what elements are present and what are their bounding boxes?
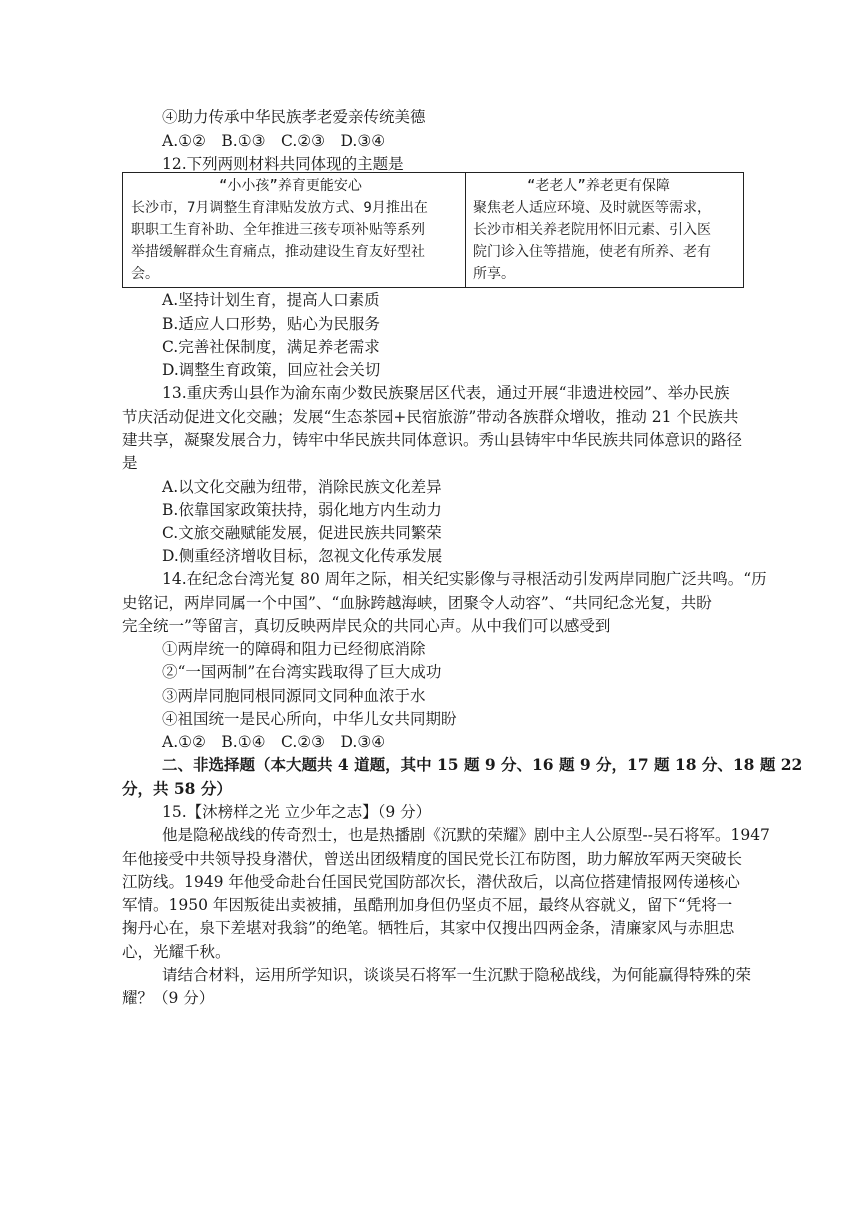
q12-option-c: C.完善社保制度，满足养老需求	[162, 338, 380, 356]
q15-body-line: 他是隐秘战线的传奇烈士，也是热播剧《沉默的荣耀》剧中主人公原型--吴石将军。1947	[162, 826, 770, 844]
q13-option-a: A.以文化交融为纽带，消除民族文化差异	[162, 478, 442, 496]
table-left-line: 职职工生育补助、全年推进三孩专项补贴等系列	[131, 222, 425, 238]
section2-heading: 分，共 58 分）	[122, 779, 232, 798]
q13-stem-line: 13.重庆秀山县作为渝东南少数民族聚居区代表，通过开展“非遗进校园”、举办民族	[162, 384, 730, 402]
q12-option-d: D.调整生育政策，回应社会关切	[162, 361, 381, 379]
q11-choices: A.①② B.①③ C.②③ D.③④	[162, 132, 386, 150]
q12-stem: 12.下列两则材料共同体现的主题是	[162, 155, 404, 173]
q11-option-4: ④助力传承中华民族孝老爱亲传统美德	[162, 108, 426, 126]
q13-stem-line: 节庆活动促进文化交融；发展“生态茶园+民宿旅游”带动各族群众增收，推动 21 个民族共	[122, 408, 739, 426]
q13-stem-line: 建共享，凝聚发展合力，铸牢中华民族共同体意识。秀山县铸牢中华民族共同体意识的路径	[122, 431, 743, 449]
table-right-line: 所享。	[473, 266, 515, 282]
q14-stem-line: 完全统一”等留言，真切反映两岸民众的共同心声。从中我们可以感受到	[122, 617, 611, 635]
table-right-line: 院门诊入住等措施，使老有所养、老有	[473, 244, 711, 260]
q13-option-b: B.依靠国家政策扶持，弱化地方内生动力	[162, 501, 442, 519]
q13-stem-line: 是	[122, 454, 138, 472]
q15-body-line: 年他接受中共领导投身潜伏，曾送出团级精度的国民党长江布防图，助力解放军两天突破长	[122, 850, 743, 868]
q14-item-3: ③两岸同胞同根同源同文同种血浓于水	[162, 687, 426, 705]
q15-title: 15.【沐榜样之光 立少年之志】（9 分）	[162, 803, 432, 821]
q15-body-line: 军情。1950 年因叛徒出卖被捕，虽酷刑加身但仍坚贞不屈，最终从容就义，留下“凭将一	[122, 896, 733, 914]
table-right-line: 长沙市相关养老院用怀旧元素、引入医	[473, 222, 711, 238]
q15-body-line: 掬丹心在，泉下差堪对我翁”的绝笔。牺牲后，其家中仅搜出四两金条，清廉家风与赤胆忠	[122, 919, 735, 937]
q14-stem-line: 史铭记，两岸同属一个中国”、“血脉跨越海峡，团聚令人动容”、“共同纪念光复，共盼	[122, 594, 712, 612]
q14-choices: A.①② B.①④ C.②③ D.③④	[162, 733, 386, 751]
q12-option-b: B.适应人口形势，贴心为民服务	[162, 315, 380, 333]
q15-body-line: 心，光耀千秋。	[122, 943, 231, 961]
table-left-line: 长沙市，7月调整生育津贴发放方式、9月推出在	[131, 200, 428, 216]
section2-heading: 二、非选择题（本大题共 4 道题，其中 15 题 9 分、16 题 9 分，17 题 18 分、18 题 22	[162, 755, 803, 774]
q14-stem-line: 14.在纪念台湾光复 80 周年之际，相关纪实影像与寻根活动引发两岸同胞广泛共鸣。“历	[162, 570, 767, 588]
q14-item-2: ②“一国两制”在台湾实践取得了巨大成功	[162, 663, 442, 681]
q15-question-line: 耀？（9 分）	[122, 989, 215, 1007]
q15-question-line: 请结合材料，运用所学知识，谈谈吴石将军一生沉默于隐秘战线，为何能赢得特殊的荣	[162, 966, 752, 984]
table-divider	[465, 173, 466, 287]
q13-option-d: D.侧重经济增收目标，忽视文化传承发展	[162, 547, 443, 565]
table-left-line: 举措缓解群众生育痛点，推动建设生育友好型社	[131, 244, 425, 260]
q14-item-4: ④祖国统一是民心所向，中华儿女共同期盼	[162, 710, 457, 728]
q15-body-line: 江防线。1949 年他受命赴台任国民党国防部次长，潜伏敌后，以高位搭建情报网传递核心	[122, 873, 740, 891]
table-left-title: “小小孩”养育更能安心	[219, 178, 362, 194]
table-right-line: 聚焦老人适应环境、及时就医等需求，	[473, 200, 711, 216]
q14-item-1: ①两岸统一的障碍和阻力已经彻底消除	[162, 640, 426, 658]
q12-material-table	[122, 172, 744, 288]
q13-option-c: C.文旅交融赋能发展，促进民族共同繁荣	[162, 524, 442, 542]
q12-option-a: A.坚持计划生育，提高人口素质	[162, 291, 380, 309]
table-right-title: “老老人”养老更有保障	[527, 178, 670, 194]
table-left-line: 会。	[131, 266, 159, 282]
